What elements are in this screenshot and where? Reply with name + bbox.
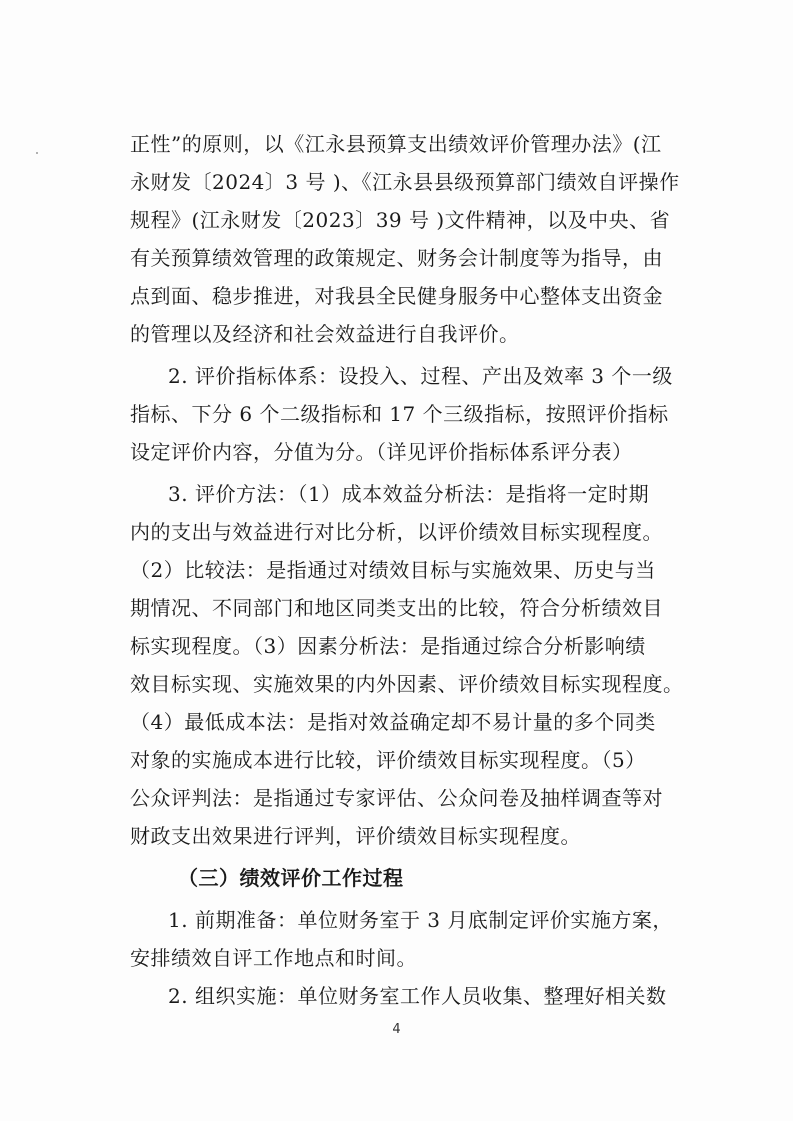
- body-line: 安排绩效自评工作地点和时间。: [130, 946, 417, 970]
- body-line: 公众评判法：是指通过专家评估、公众问卷及抽样调查等对: [130, 786, 663, 810]
- paragraph-start-line: 2. 评价指标体系：设投入、过程、产出及效率 3 个一级: [168, 364, 673, 388]
- body-line: （4）最低成本法：是指对效益确定却不易计量的多个同类: [130, 710, 656, 734]
- body-line: 设定评价内容，分值为分。（详见评价指标体系评分表）: [130, 440, 633, 464]
- page-number: 4: [392, 1022, 401, 1037]
- body-line: 永财发〔2024〕3 号 )、《江永县县级预算部门绩效自评操作: [130, 170, 680, 194]
- body-line: 规程》(江永财发〔2023〕39 号 )文件精神，以及中央、省: [130, 208, 671, 232]
- body-line: 点到面、稳步推进，对我县全民健身服务中心整体支出资金: [130, 284, 663, 308]
- paragraph-start-line: 1. 前期准备：单位财务室于 3 月底制定评价实施方案，: [168, 908, 673, 932]
- body-line: 效目标实现、实施效果的内外因素、评价绩效目标实现程度。: [130, 672, 684, 696]
- body-line: 财政支出效果进行评判，评价绩效目标实现程度。: [130, 824, 581, 848]
- section-heading: （三）绩效评价工作过程: [178, 866, 404, 890]
- body-line: 有关预算绩效管理的政策规定、财务会计制度等为指导，由: [130, 246, 663, 270]
- paragraph-start-line: 2. 组织实施：单位财务室工作人员收集、整理好相关数: [168, 984, 667, 1008]
- body-line: （2）比较法：是指通过对绩效目标与实施效果、历史与当: [130, 558, 656, 582]
- body-line: 的管理以及经济和社会效益进行自我评价。: [130, 322, 520, 346]
- body-line: 内的支出与效益进行对比分析，以评价绩效目标实现程度。: [130, 520, 663, 544]
- body-line: 指标、下分 6 个二级指标和 17 个三级指标，按照评价指标: [130, 402, 669, 426]
- body-line: 标实现程度。（3）因素分析法：是指通过综合分析影响绩: [130, 634, 646, 658]
- body-line: 对象的实施成本进行比较，评价绩效目标实现程度。（5）: [130, 748, 646, 772]
- body-line: 正性”的原则，以《江永县预算支出绩效评价管理办法》(江: [130, 132, 662, 156]
- paragraph-start-line: 3. 评价方法：（1）成本效益分析法：是指将一定时期: [168, 482, 650, 506]
- scan-speck: [36, 152, 38, 154]
- body-line: 期情况、不同部门和地区同类支出的比较，符合分析绩效目: [130, 596, 663, 620]
